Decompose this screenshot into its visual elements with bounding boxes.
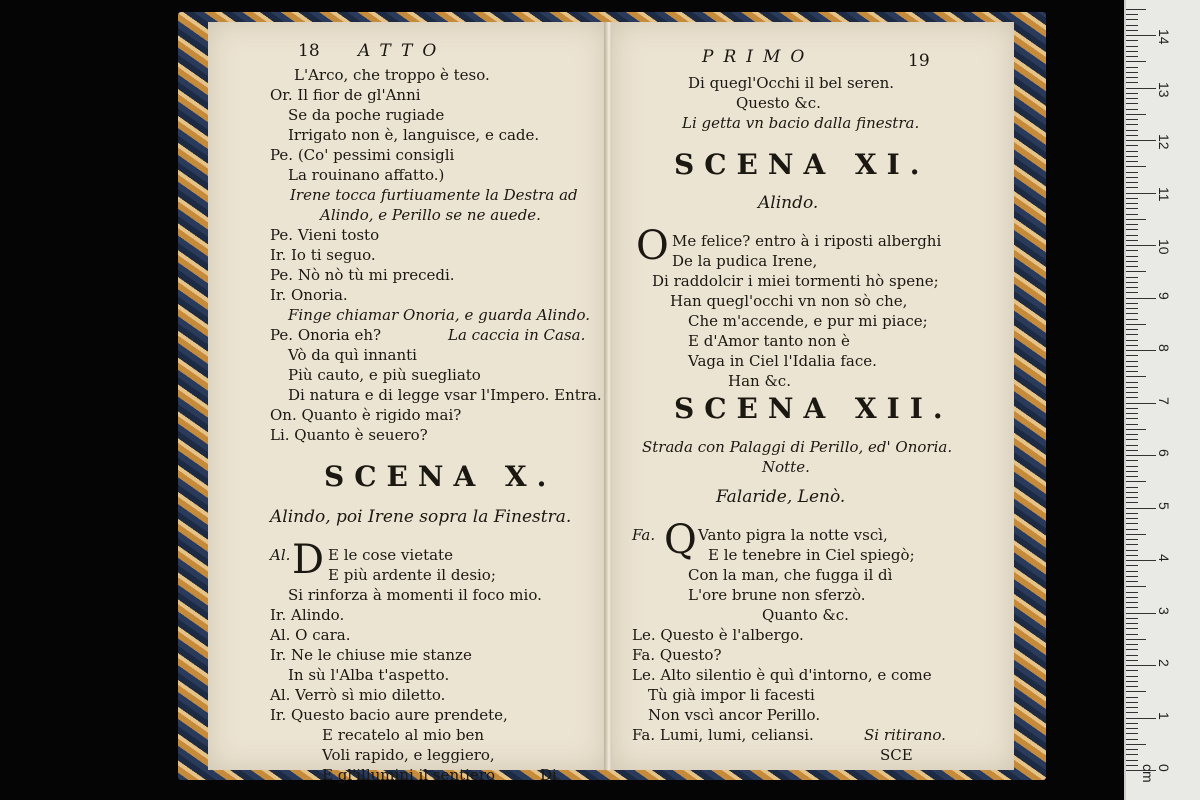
ruler-tick [1126, 376, 1146, 377]
ruler-tick [1126, 77, 1138, 78]
ruler-tick [1126, 502, 1138, 503]
ruler-tick [1126, 628, 1138, 629]
ruler-tick [1126, 450, 1138, 451]
text-line: Di raddolcir i miei tormenti hò spene; [652, 272, 939, 290]
text-line: Fa. Lumi, lumi, celiansi. [632, 726, 814, 744]
ruler-tick [1126, 602, 1138, 603]
ruler-tick [1126, 361, 1138, 362]
text-line: Pe. Vieni tosto [270, 226, 380, 244]
ruler-tick [1126, 597, 1138, 598]
text-line: Ir. Onoria. [270, 286, 348, 304]
ruler-tick [1126, 676, 1138, 677]
ruler-tick [1126, 30, 1138, 31]
ruler-tick [1126, 455, 1156, 456]
stage-direction: Finge chiamar Onoria, e guarda Alindo. [288, 306, 591, 324]
ruler-tick [1126, 177, 1138, 178]
ruler-tick [1126, 733, 1138, 734]
ruler-tick [1126, 208, 1138, 209]
ruler-tick [1126, 340, 1138, 341]
ruler-tick [1126, 124, 1138, 125]
ruler-tick [1126, 670, 1138, 671]
ruler-tick [1126, 460, 1138, 461]
ruler-tick [1126, 413, 1138, 414]
ruler-label: 14 [1156, 29, 1172, 45]
text-line: E le tenebre in Ciel spiegò; [708, 546, 915, 564]
text-line: Vaga in Ciel l'Idalia face. [688, 352, 877, 370]
stage-direction: Si ritirano. [864, 726, 946, 744]
ruler-tick [1126, 240, 1138, 241]
ruler-tick [1126, 266, 1138, 267]
ruler-tick [1126, 151, 1138, 152]
ruler-tick [1126, 707, 1138, 708]
ruler-tick [1126, 576, 1138, 577]
text-line: Non vscì ancor Perillo. [648, 706, 821, 724]
ruler-tick [1126, 424, 1138, 425]
text-line: E d'Amor tanto non è [688, 332, 850, 350]
text-line: Ir. Alindo. [270, 606, 345, 624]
ruler-tick [1126, 140, 1156, 141]
stage-direction: Alindo, e Perillo se ne auede. [320, 206, 541, 224]
ruler-label: 13 [1156, 81, 1172, 98]
ruler-tick [1126, 492, 1138, 493]
ruler-tick [1126, 25, 1138, 26]
ruler-tick [1126, 235, 1138, 236]
ruler-label: 6 [1156, 449, 1172, 457]
ruler-tick [1126, 93, 1138, 94]
ruler-label: 10 [1156, 239, 1172, 255]
text-line: La rouinano affatto.) [288, 166, 445, 184]
ruler-tick [1126, 271, 1146, 272]
ruler-tick [1126, 282, 1138, 283]
ruler-tick [1126, 98, 1138, 99]
text-line: Le. Alto silentio è quì d'intorno, e come [632, 666, 932, 684]
ruler-tick [1126, 718, 1156, 719]
ruler-tick [1126, 51, 1138, 52]
text-line: Al. Verrò sì mio diletto. [270, 686, 446, 704]
ruler-tick [1126, 88, 1156, 89]
ruler-tick [1126, 765, 1138, 766]
ruler-tick [1126, 198, 1138, 199]
ruler-tick [1126, 728, 1138, 729]
ruler-tick [1126, 250, 1138, 251]
scene-title: SCENA XII. [674, 392, 953, 425]
stage-direction: La caccia in Casa. [448, 326, 586, 344]
ruler-tick [1126, 697, 1138, 698]
ruler-tick [1126, 392, 1138, 393]
running-head: PRIMO [702, 47, 815, 67]
ruler-label: 9 [1156, 291, 1172, 300]
ruler-tick [1126, 655, 1138, 656]
ruler-tick [1126, 67, 1138, 68]
ruler-tick [1126, 313, 1138, 314]
ruler-tick [1126, 324, 1146, 325]
ruler-tick [1126, 371, 1138, 372]
ruler-tick [1126, 193, 1156, 194]
ruler-tick [1126, 408, 1138, 409]
ruler-tick [1126, 723, 1138, 724]
text-line: On. Quanto è rigido mai? [270, 406, 462, 424]
ruler-tick [1126, 303, 1138, 304]
ruler-tick [1126, 607, 1138, 608]
ruler-label: 1 [1156, 711, 1172, 720]
ruler-tick [1126, 308, 1138, 309]
scene-time: Notte. [762, 458, 810, 476]
text-line: L'Arco, che troppo è teso. [294, 66, 490, 84]
text-line: E recatelo al mio ben [322, 726, 485, 744]
ruler-tick [1126, 691, 1146, 692]
text-line: E le cose vietate [328, 546, 453, 564]
text-line: L'ore brune non sferzò. [688, 586, 866, 604]
ruler-tick [1126, 109, 1138, 110]
text-line: E gl'illumini il sentiero [322, 766, 496, 784]
ruler-label: 0 cm [1140, 764, 1172, 783]
text-line: Tù già impor li facesti [648, 686, 815, 704]
text-line: E più ardente il desio; [328, 566, 496, 584]
ruler-tick [1126, 529, 1138, 530]
text-line: Quanto &c. [762, 606, 849, 624]
text-line: Ir. Ne le chiuse mie stanze [270, 646, 472, 664]
text-line: Con la man, che fugga il dì [688, 566, 893, 584]
ruler-tick [1126, 161, 1138, 162]
text-line: Pe. (Co' pessimi consigli [270, 146, 455, 164]
text-line: Le. Questo è l'albergo. [632, 626, 804, 644]
speaker: Al. [270, 546, 291, 564]
ruler-tick [1126, 508, 1156, 509]
ruler-tick [1126, 439, 1138, 440]
ruler-tick [1126, 471, 1138, 472]
text-line: Li. Quanto è seuero? [270, 426, 428, 444]
ruler-tick [1126, 550, 1138, 551]
text-line: De la pudica Irene, [672, 252, 818, 270]
ruler-label: 5 [1156, 501, 1172, 510]
ruler-tick [1126, 229, 1138, 230]
ruler-tick [1126, 187, 1138, 188]
text-line: In sù l'Alba t'aspetto. [288, 666, 450, 684]
ruler-tick [1126, 744, 1146, 745]
ruler-tick [1126, 245, 1156, 246]
ruler-tick [1126, 19, 1138, 20]
ruler-tick [1126, 156, 1138, 157]
page-number: 19 [908, 51, 930, 71]
ruler-tick [1126, 481, 1146, 482]
ruler-tick [1126, 40, 1138, 41]
ruler-tick [1126, 760, 1138, 761]
ruler-tick [1126, 466, 1138, 467]
text-line: Di natura e di legge vsar l'Impero. Entra. [288, 386, 602, 404]
text-line: Voli rapido, e leggiero, [322, 746, 495, 764]
ruler-tick [1126, 334, 1138, 335]
scene-direction: Alindo, poi Irene sopra la Finestra. [270, 507, 572, 527]
text-line: Ir. Questo bacio aure prendete, [270, 706, 508, 724]
ruler-tick [1126, 319, 1138, 320]
ruler-tick [1126, 681, 1138, 682]
ruler-tick [1126, 434, 1138, 435]
ruler-tick [1126, 14, 1138, 15]
text-line: Me felice? entro à i riposti alberghi [672, 232, 942, 250]
text-line: Fa. Questo? [632, 646, 722, 664]
page-number: 18 [298, 41, 320, 61]
ruler-tick [1126, 544, 1138, 545]
ruler-tick [1126, 634, 1138, 635]
ruler-tick [1126, 214, 1138, 215]
scene-character: Alindo. [758, 193, 819, 213]
ruler-tick [1126, 329, 1138, 330]
ruler-tick [1126, 114, 1146, 115]
scene-title: SCENA X. [324, 460, 557, 493]
ruler-tick [1126, 639, 1146, 640]
ruler-tick [1126, 429, 1146, 430]
ruler-tick [1126, 366, 1138, 367]
ruler-tick [1126, 203, 1138, 204]
ruler-tick [1126, 256, 1138, 257]
ruler-tick [1126, 445, 1138, 446]
ruler-tick [1126, 397, 1138, 398]
text-line: Di quegl'Occhi il bel seren. [688, 74, 895, 92]
ruler-tick [1126, 649, 1138, 650]
text-line: Han &c. [728, 372, 791, 390]
text-line: Più cauto, e più suegliato [288, 366, 481, 384]
left-page [208, 22, 606, 784]
ruler-tick [1126, 513, 1138, 514]
ruler-tick [1126, 497, 1138, 498]
ruler-tick [1126, 355, 1138, 356]
ruler-tick [1126, 182, 1138, 183]
catchword: Di [540, 766, 557, 784]
ruler-tick [1126, 261, 1138, 262]
ruler-label: 4 [1156, 554, 1172, 562]
ruler-tick [1126, 592, 1138, 593]
ruler-tick [1126, 644, 1138, 645]
ruler-tick [1126, 749, 1138, 750]
text-line: Han quegl'occhi vn non sò che, [670, 292, 908, 310]
text-line: Vanto pigra la notte vscì, [698, 526, 888, 544]
ruler-tick [1126, 287, 1138, 288]
ruler-tick [1126, 119, 1138, 120]
ruler-tick [1126, 702, 1138, 703]
ruler-tick [1126, 72, 1138, 73]
ruler-tick [1126, 712, 1138, 713]
ruler-tick [1126, 560, 1156, 561]
ruler-tick [1126, 565, 1138, 566]
ruler-label: 3 [1156, 606, 1172, 615]
ruler-label: 7 [1156, 396, 1172, 405]
text-line: Al. O cara. [270, 626, 351, 644]
ruler-tick [1126, 571, 1138, 572]
ruler-label: 11 [1156, 186, 1172, 202]
text-line: Si rinforza à momenti il foco mio. [288, 586, 542, 604]
drop-cap: D [292, 537, 325, 583]
text-line: Irrigato non è, languisce, e cade. [288, 126, 540, 144]
ruler-label: 8 [1156, 344, 1172, 352]
drop-cap: O [636, 223, 669, 269]
text-line: Vò da quì innanti [288, 346, 417, 364]
ruler-label: 2 [1156, 659, 1172, 667]
ruler-tick [1126, 613, 1156, 614]
ruler-tick [1126, 739, 1138, 740]
ruler-tick [1126, 130, 1138, 131]
ruler-tick [1126, 555, 1138, 556]
ruler-tick [1126, 103, 1138, 104]
ruler-tick [1126, 298, 1156, 299]
ruler-tick [1126, 82, 1138, 83]
ruler-tick [1126, 418, 1138, 419]
measuring-ruler [1124, 0, 1200, 800]
ruler-tick [1126, 350, 1156, 351]
ruler-tick [1126, 586, 1146, 587]
speaker: Fa. [632, 526, 656, 544]
stage-direction: Irene tocca furtiuamente la Destra ad [290, 186, 578, 204]
ruler-tick [1126, 9, 1146, 10]
ruler-tick [1126, 46, 1138, 47]
ruler-tick [1126, 660, 1138, 661]
ruler-tick [1126, 61, 1146, 62]
ruler-label: 12 [1156, 134, 1172, 150]
ruler-tick [1126, 172, 1138, 173]
ruler-tick [1126, 166, 1146, 167]
ruler-tick [1126, 754, 1138, 755]
ruler-tick [1126, 56, 1138, 57]
ruler-tick [1126, 224, 1138, 225]
text-line: Pe. Onoria eh? [270, 326, 382, 344]
text-line: Questo &c. [736, 94, 821, 112]
ruler-tick [1126, 623, 1138, 624]
text-line: Or. Il fior de gl'Anni [270, 86, 421, 104]
ruler-tick [1126, 581, 1138, 582]
ruler-tick [1126, 135, 1138, 136]
catchword: SCE [880, 746, 913, 764]
ruler-tick [1126, 145, 1138, 146]
right-page [612, 22, 1014, 770]
drop-cap: Q [664, 517, 697, 563]
ruler-tick [1126, 292, 1138, 293]
scene-direction: Strada con Palaggi di Perillo, ed' Onoria. [642, 438, 953, 456]
ruler-tick [1126, 618, 1138, 619]
ruler-tick [1126, 277, 1138, 278]
stage-direction: Li getta vn bacio dalla finestra. [682, 114, 920, 132]
ruler-tick [1126, 345, 1138, 346]
text-line: Che m'accende, e pur mi piace; [688, 312, 928, 330]
ruler-tick [1126, 382, 1138, 383]
ruler-tick [1126, 403, 1156, 404]
ruler-tick [1126, 518, 1138, 519]
ruler-tick [1126, 686, 1138, 687]
ruler-tick [1126, 35, 1156, 36]
scene-characters: Falaride, Lenò. [716, 487, 846, 507]
text-line: Pe. Nò nò tù mi precedi. [270, 266, 455, 284]
scene-title: SCENA XI. [674, 148, 930, 181]
ruler-tick [1126, 476, 1138, 477]
ruler-tick [1126, 387, 1138, 388]
ruler-tick [1126, 534, 1146, 535]
ruler-tick [1126, 523, 1138, 524]
ruler-tick [1126, 665, 1156, 666]
ruler-tick [1126, 487, 1138, 488]
text-line: Se da poche rugiade [288, 106, 445, 124]
running-head: ATTO [358, 41, 447, 61]
ruler-tick [1126, 219, 1146, 220]
text-line: Ir. Io ti seguo. [270, 246, 376, 264]
ruler-tick [1126, 539, 1138, 540]
